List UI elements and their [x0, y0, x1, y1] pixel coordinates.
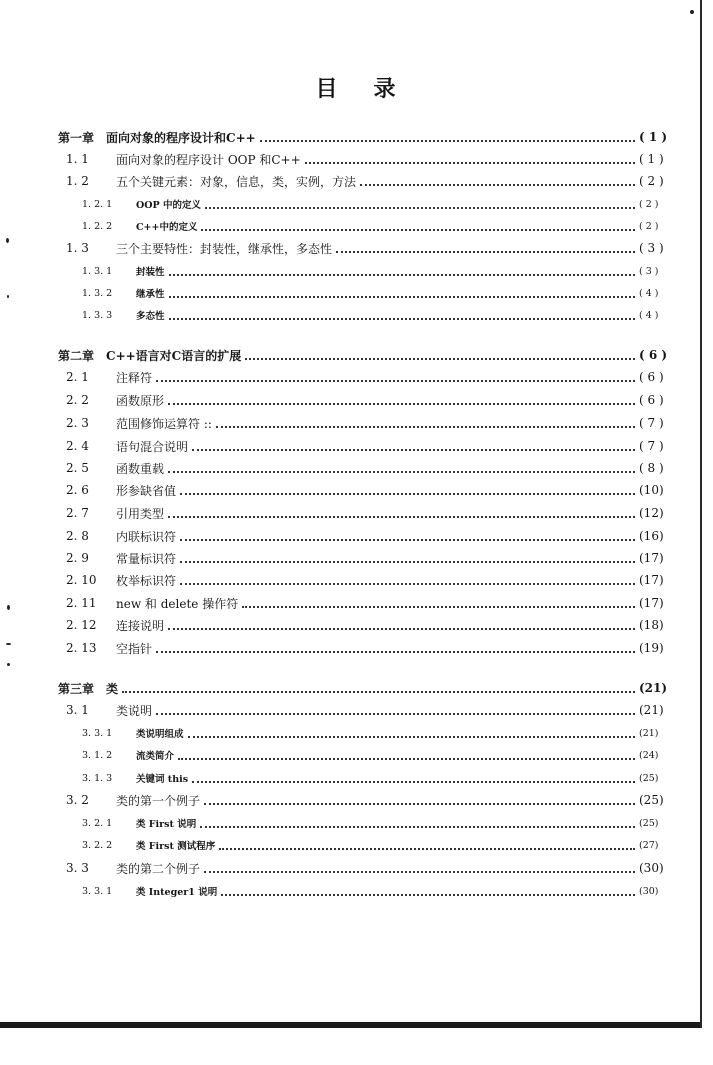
toc-sub-entry — [0, 304, 713, 326]
toc-entry-number: 2. 11 — [66, 596, 97, 610]
toc-entry-page: ( 7 ) — [639, 416, 664, 430]
toc-entry-title: 枚举标识符 — [116, 573, 177, 588]
toc-entry-page: ( 7 ) — [639, 439, 664, 453]
toc-entry-title: 流类简介 — [136, 751, 175, 762]
page-title — [0, 72, 713, 103]
toc-entry-number: 1. 3. 3 — [82, 309, 113, 321]
toc-sub-entry — [0, 215, 713, 237]
toc-entry-number: 2. 10 — [66, 573, 97, 587]
toc-entry-title: 三个主要特性：封装性，继承性，多态性 — [116, 241, 333, 256]
toc-chapter-entry — [0, 126, 713, 148]
toc-entry-title: 空指针 — [116, 641, 153, 656]
toc-dot-leader — [156, 712, 635, 715]
toc-entry-page: (27) — [639, 839, 659, 851]
toc-entry-title: 类的第二个例子 — [116, 861, 201, 876]
toc-entry-title: new 和 delete 操作符 — [116, 596, 239, 611]
toc-entry-page: ( 2 ) — [639, 198, 659, 210]
toc-entry-number: 1. 2 — [66, 174, 89, 188]
toc-entry-number: 3. 2. 1 — [82, 817, 113, 829]
toc-entry-title: 面向对象的程序设计 OOP 和C++ — [116, 152, 301, 167]
toc-entry-page: (16) — [639, 529, 664, 543]
toc-entry-page: (10) — [639, 483, 664, 497]
toc-section-entry — [0, 479, 713, 501]
toc-entry-number: 2. 8 — [66, 529, 89, 543]
toc-entry-title: 类说明 — [116, 703, 153, 718]
toc-entry-number: 2. 1 — [66, 370, 89, 384]
toc-section-entry — [0, 148, 713, 170]
scan-speck — [7, 663, 10, 666]
toc-chapter-entry — [0, 344, 713, 366]
toc-sub-entry — [0, 282, 713, 304]
toc-dot-leader — [168, 470, 635, 473]
toc-section-entry — [0, 614, 713, 636]
toc-entry-title: 类 First 说明 — [136, 819, 197, 830]
toc-entry-number: 1. 3. 1 — [82, 265, 113, 277]
toc-entry-title: 继承性 — [136, 289, 165, 300]
toc-dot-leader — [192, 448, 635, 451]
toc-entry-page: ( 3 ) — [639, 241, 664, 255]
toc-entry-title: 语句混合说明 — [116, 439, 189, 454]
toc-dot-leader — [336, 250, 635, 253]
toc-dot-leader — [192, 780, 635, 783]
toc-section-entry — [0, 366, 713, 388]
toc-entry-number: 1. 3. 2 — [82, 287, 113, 299]
toc-entry-page: (19) — [639, 641, 664, 655]
toc-entry-number: 2. 12 — [66, 618, 97, 632]
toc-entry-title: 五个关键元素：对象，信息，类，实例，方法 — [116, 174, 357, 189]
toc-entry-title: C++中的定义 — [136, 222, 198, 233]
toc-entry-page: ( 4 ) — [639, 309, 659, 321]
toc-dot-leader — [169, 317, 635, 320]
toc-entry-page: (21) — [639, 681, 668, 695]
toc-entry-page: (25) — [639, 772, 659, 784]
toc-entry-page: ( 4 ) — [639, 287, 659, 299]
toc-entry-title: 引用类型 — [116, 506, 165, 521]
toc-entry-number: 2. 13 — [66, 641, 97, 655]
toc-dot-leader — [168, 627, 635, 630]
toc-dot-leader — [200, 825, 635, 828]
toc-dot-leader — [169, 273, 635, 276]
toc-dot-leader — [180, 538, 635, 541]
toc-entry-title: 函数重载 — [116, 461, 165, 476]
toc-dot-leader — [205, 206, 635, 209]
toc-entry-title: 类 Integer1 说明 — [136, 887, 218, 898]
toc-dot-leader — [188, 735, 635, 738]
toc-section-entry — [0, 457, 713, 479]
toc-sub-entry — [0, 722, 713, 744]
toc-entry-number: 第二章 — [58, 348, 95, 363]
toc-section-entry — [0, 435, 713, 457]
scan-speck — [6, 643, 11, 645]
toc-section-entry — [0, 857, 713, 879]
toc-entry-title: 函数原形 — [116, 393, 165, 408]
toc-entry-page: ( 6 ) — [639, 393, 664, 407]
toc-sub-entry — [0, 193, 713, 215]
toc-section-entry — [0, 592, 713, 614]
toc-entry-title: 封装性 — [136, 267, 165, 278]
toc-entry-number: 2. 4 — [66, 439, 89, 453]
toc-entry-page: ( 3 ) — [639, 265, 659, 277]
toc-entry-page: (21) — [639, 703, 664, 717]
toc-dot-leader — [260, 139, 635, 142]
toc-section-entry — [0, 502, 713, 524]
toc-entry-title: 连接说明 — [116, 618, 165, 633]
toc-dot-leader — [180, 492, 635, 495]
toc-section-entry — [0, 389, 713, 411]
toc-dot-leader — [168, 402, 635, 405]
toc-dot-leader — [216, 425, 635, 428]
toc-dot-leader — [204, 802, 635, 805]
toc-section-entry — [0, 547, 713, 569]
toc-section-entry — [0, 699, 713, 721]
toc-entry-title: 类 — [106, 681, 119, 696]
toc-entry-title: 内联标识符 — [116, 529, 177, 544]
toc-chapter-entry — [0, 677, 713, 699]
toc-entry-number: 第一章 — [58, 130, 95, 145]
toc-section-entry — [0, 789, 713, 811]
toc-entry-page: (17) — [639, 596, 664, 610]
toc-entry-number: 1. 2. 1 — [82, 198, 113, 210]
toc-entry-title: C++语言对C语言的扩展 — [106, 348, 242, 363]
toc-entry-number: 2. 7 — [66, 506, 89, 520]
scan-speck — [6, 238, 9, 243]
toc-entry-number: 1. 3 — [66, 241, 89, 255]
page-title-left: 目 — [315, 77, 340, 102]
toc-sub-entry — [0, 880, 713, 902]
toc-entry-number: 3. 1. 2 — [82, 749, 113, 761]
toc-sub-entry — [0, 260, 713, 282]
toc-entry-title: 类的第一个例子 — [116, 793, 201, 808]
toc-entry-number: 3. 2. 2 — [82, 839, 113, 851]
toc-entry-number: 1. 1 — [66, 152, 89, 166]
toc-entry-number: 2. 2 — [66, 393, 89, 407]
toc-section-entry — [0, 569, 713, 591]
toc-entry-number: 2. 5 — [66, 461, 89, 475]
toc-entry-title: 多态性 — [136, 311, 165, 322]
toc-dot-leader — [360, 183, 635, 186]
toc-entry-page: (30) — [639, 885, 659, 897]
page-edge-right — [700, 0, 702, 1028]
toc-entry-number: 3. 2 — [66, 793, 89, 807]
toc-dot-leader — [178, 757, 635, 760]
toc-dot-leader — [201, 228, 635, 231]
toc-entry-title: 范围修饰运算符 :: — [116, 416, 212, 431]
toc-entry-title: 面向对象的程序设计和C++ — [106, 130, 256, 145]
toc-dot-leader — [156, 379, 635, 382]
toc-entry-page: ( 2 ) — [639, 220, 659, 232]
toc-entry-number: 2. 9 — [66, 551, 89, 565]
toc-entry-title: 类说明组成 — [136, 729, 184, 740]
toc-entry-title: 关键词 this — [136, 774, 189, 785]
toc-entry-page: (21) — [639, 727, 659, 739]
toc-entry-page: ( 6 ) — [639, 370, 664, 384]
page-edge-bottom — [0, 1022, 700, 1028]
toc-dot-leader — [180, 582, 635, 585]
toc-entry-page: ( 2 ) — [639, 174, 664, 188]
toc-dot-leader — [169, 295, 635, 298]
toc-entry-number: 第三章 — [58, 681, 95, 696]
toc-dot-leader — [156, 650, 635, 653]
toc-entry-page: (17) — [639, 551, 664, 565]
toc-entry-number: 3. 3. 1 — [82, 727, 113, 739]
toc-section-entry — [0, 170, 713, 192]
toc-dot-leader — [221, 893, 635, 896]
page-title-right: 录 — [373, 77, 398, 102]
toc-dot-leader — [242, 605, 635, 608]
toc-entry-page: ( 8 ) — [639, 461, 664, 475]
toc-sub-entry — [0, 834, 713, 856]
toc-entry-page: (24) — [639, 749, 659, 761]
toc-dot-leader — [122, 690, 635, 693]
toc-entry-title: 注释符 — [116, 370, 153, 385]
scan-speck — [7, 605, 10, 610]
toc-entry-page: (30) — [639, 861, 664, 875]
toc-section-entry — [0, 637, 713, 659]
toc-dot-leader — [180, 560, 635, 563]
toc-entry-title: OOP 中的定义 — [136, 200, 202, 211]
toc-entry-title: 类 First 测试程序 — [136, 841, 216, 852]
toc-entry-title: 常量标识符 — [116, 551, 177, 566]
toc-entry-page: (17) — [639, 573, 664, 587]
toc-entry-number: 1. 2. 2 — [82, 220, 113, 232]
toc-dot-leader — [168, 515, 635, 518]
toc-entry-number: 2. 3 — [66, 416, 89, 430]
toc-entry-number: 3. 3 — [66, 861, 89, 875]
toc-entry-page: ( 6 ) — [639, 348, 668, 362]
toc-entry-page: (18) — [639, 618, 664, 632]
toc-dot-leader — [219, 847, 635, 850]
scan-speck — [7, 295, 9, 298]
toc-section-entry — [0, 525, 713, 547]
toc-entry-number: 3. 1 — [66, 703, 89, 717]
toc-entry-page: (25) — [639, 817, 659, 829]
toc-entry-page: ( 1 ) — [639, 130, 668, 144]
toc-dot-leader — [305, 161, 635, 164]
scan-speck — [690, 10, 694, 14]
toc-entry-number: 3. 1. 3 — [82, 772, 113, 784]
toc-entry-number: 2. 6 — [66, 483, 89, 497]
toc-section-entry — [0, 237, 713, 259]
toc-entry-number: 3. 3. 1 — [82, 885, 113, 897]
toc-sub-entry — [0, 812, 713, 834]
toc-dot-leader — [204, 870, 635, 873]
toc-entry-title: 形参缺省值 — [116, 483, 177, 498]
toc-entry-page: ( 1 ) — [639, 152, 664, 166]
toc-entry-page: (12) — [639, 506, 664, 520]
toc-sub-entry — [0, 744, 713, 766]
toc-section-entry — [0, 412, 713, 434]
toc-sub-entry — [0, 767, 713, 789]
toc-entry-page: (25) — [639, 793, 664, 807]
toc-dot-leader — [245, 357, 635, 360]
